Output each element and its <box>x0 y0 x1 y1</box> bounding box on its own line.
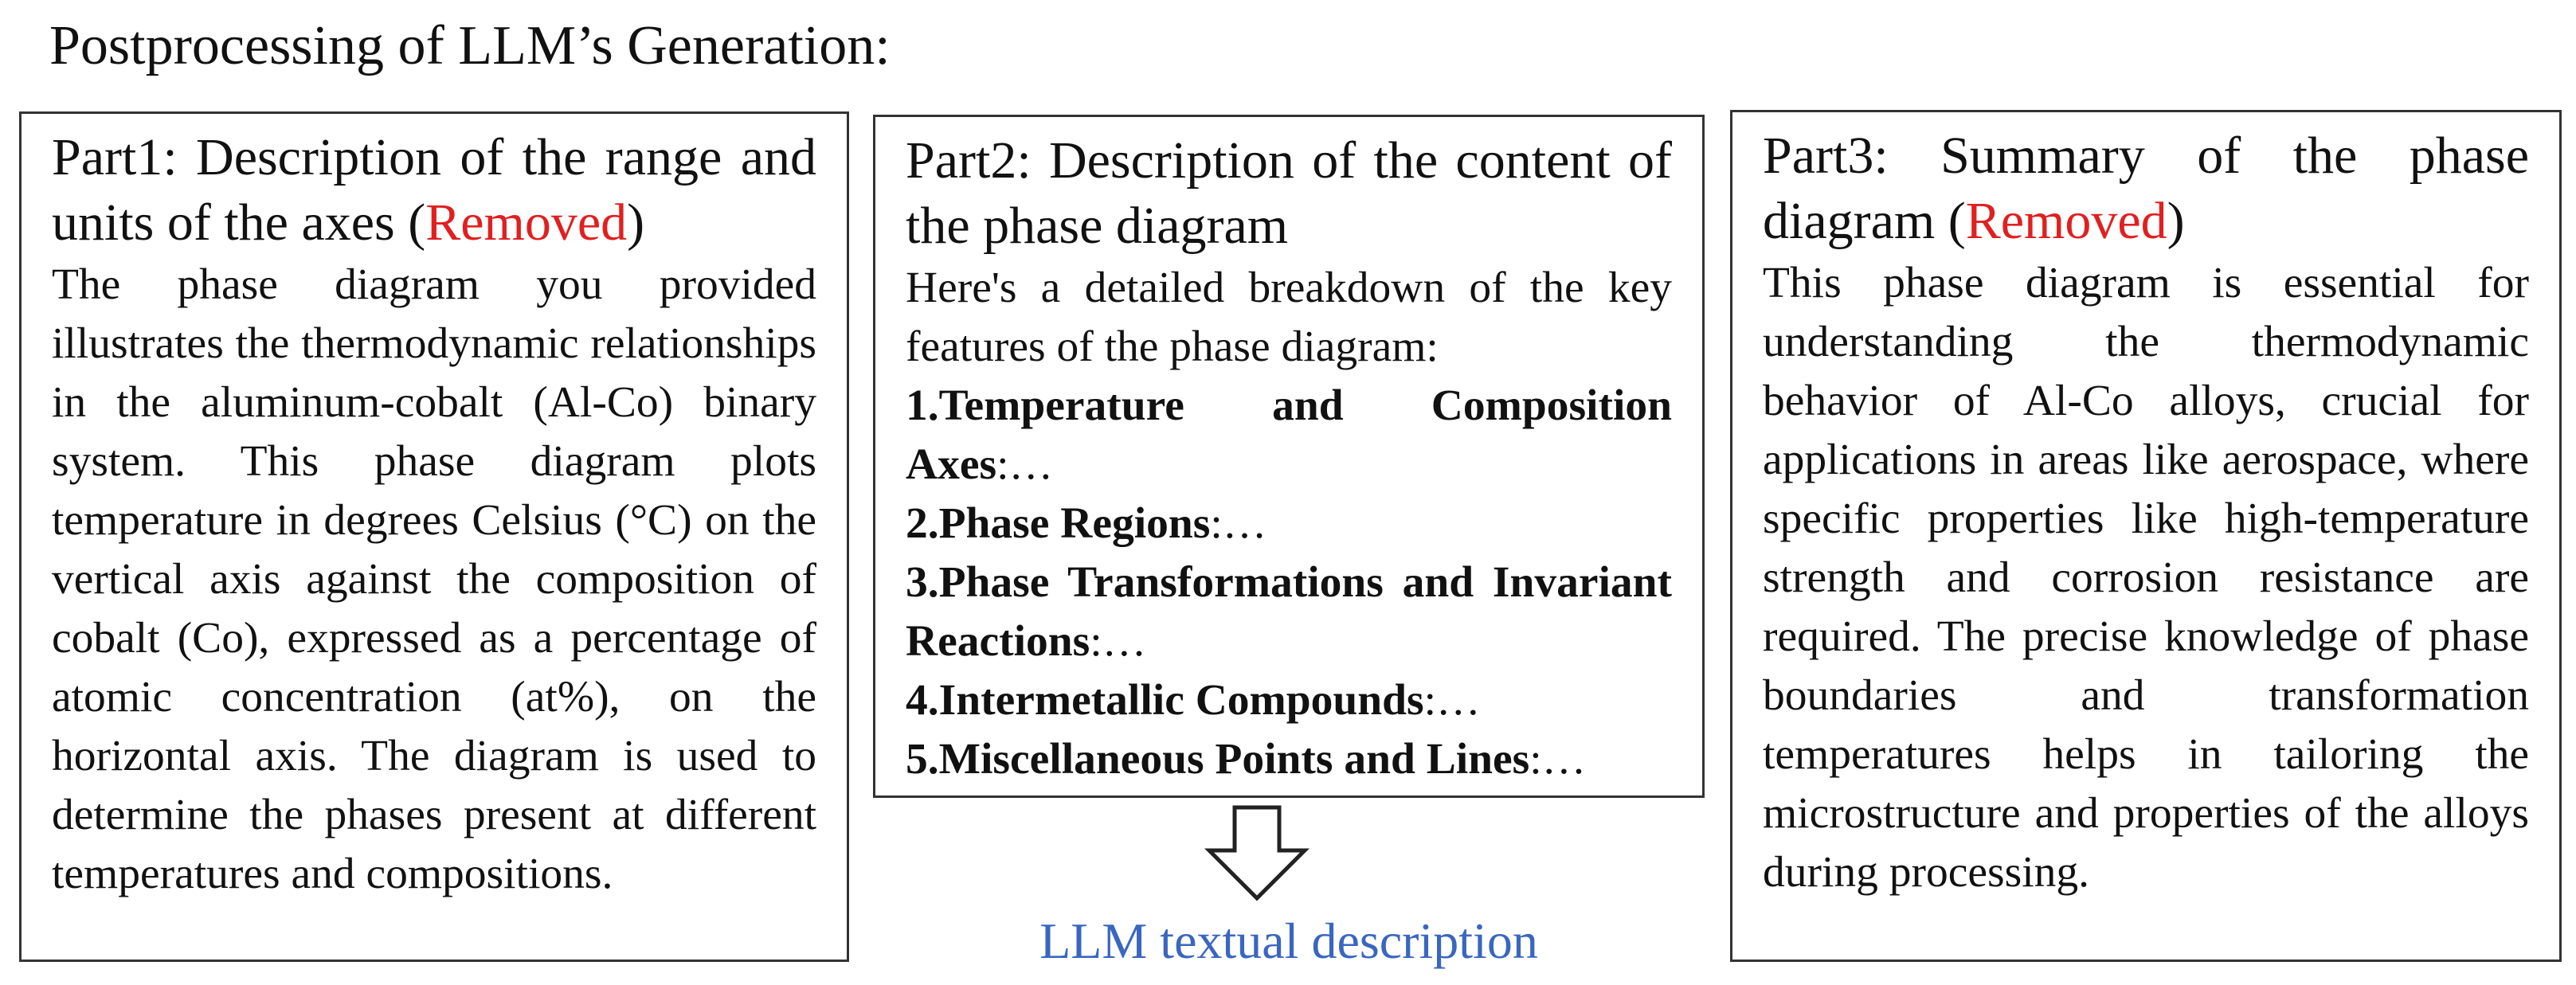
feature-item <box>906 730 1672 789</box>
down-arrow-icon <box>1204 804 1310 901</box>
diagram-title: Postprocessing of LLM’s Generation: <box>49 15 891 76</box>
feature-ellipsis: :… <box>1423 676 1481 725</box>
feature-ellipsis: :… <box>1090 617 1147 666</box>
llm-textual-description-label: LLM textual description <box>1039 913 1538 969</box>
part3-removed-label: Removed <box>1965 192 2167 250</box>
feature-item <box>906 671 1672 730</box>
part2-heading: Part2: Description of the content of the phase diagram <box>906 131 1672 255</box>
feature-item <box>906 494 1672 553</box>
feature-item <box>906 377 1672 494</box>
part3-heading-close: ) <box>2167 192 2185 250</box>
part3-heading-text: Part3: Summary of the phase diagram ( <box>1763 127 2529 250</box>
part1-heading-close: ) <box>627 193 645 252</box>
feature-label: 3.Phase Transformations and Invariant Reactions <box>906 558 1672 666</box>
feature-item <box>906 553 1672 671</box>
part3-box <box>1730 110 2562 962</box>
feature-label: 2.Phase Regions <box>906 499 1211 548</box>
feature-label: 1.Temperature and Composition Axes <box>906 381 1672 489</box>
part1-heading-text: Part1: Description of the range and units of the axes ( <box>52 128 816 252</box>
part1-body: The phase diagram you provided illustrates the thermodynamic relationships in the aluminum-cobalt (Al-Co) binary system. This phase diagram plots temperature in degrees Celsius (°C) on the vertical axis against the composition of cobalt (Co), expressed as a percentage of atomic concentration (at%), on the horizontal axis. The diagram is used to determine the phases present at different temperatures and compositions. <box>52 260 816 898</box>
part2-box <box>873 115 1705 798</box>
feature-ellipsis: :… <box>1210 499 1267 548</box>
feature-label: 5.Miscellaneous Points and Lines <box>906 735 1530 784</box>
part2-intro: Here's a detailed breakdown of the key features of the phase diagram: <box>906 264 1672 371</box>
part1-removed-label: Removed <box>425 193 628 252</box>
part1-heading <box>52 125 816 256</box>
feature-label: 4.Intermetallic Compounds <box>906 676 1424 725</box>
feature-ellipsis: :… <box>996 440 1053 489</box>
part1-box <box>19 111 849 962</box>
feature-ellipsis: :… <box>1529 735 1587 784</box>
part3-heading <box>1763 123 2529 254</box>
part3-body: This phase diagram is essential for understanding the thermodynamic behavior of Al-Co alloys, crucial for applications in areas like aerospace, where specific properties like high-temperature strength and corrosion resistance are required. The precise knowledge of phase boundaries and transformation temperatures helps in tailoring the microstructure and properties of the alloys during processing. <box>1763 259 2529 897</box>
